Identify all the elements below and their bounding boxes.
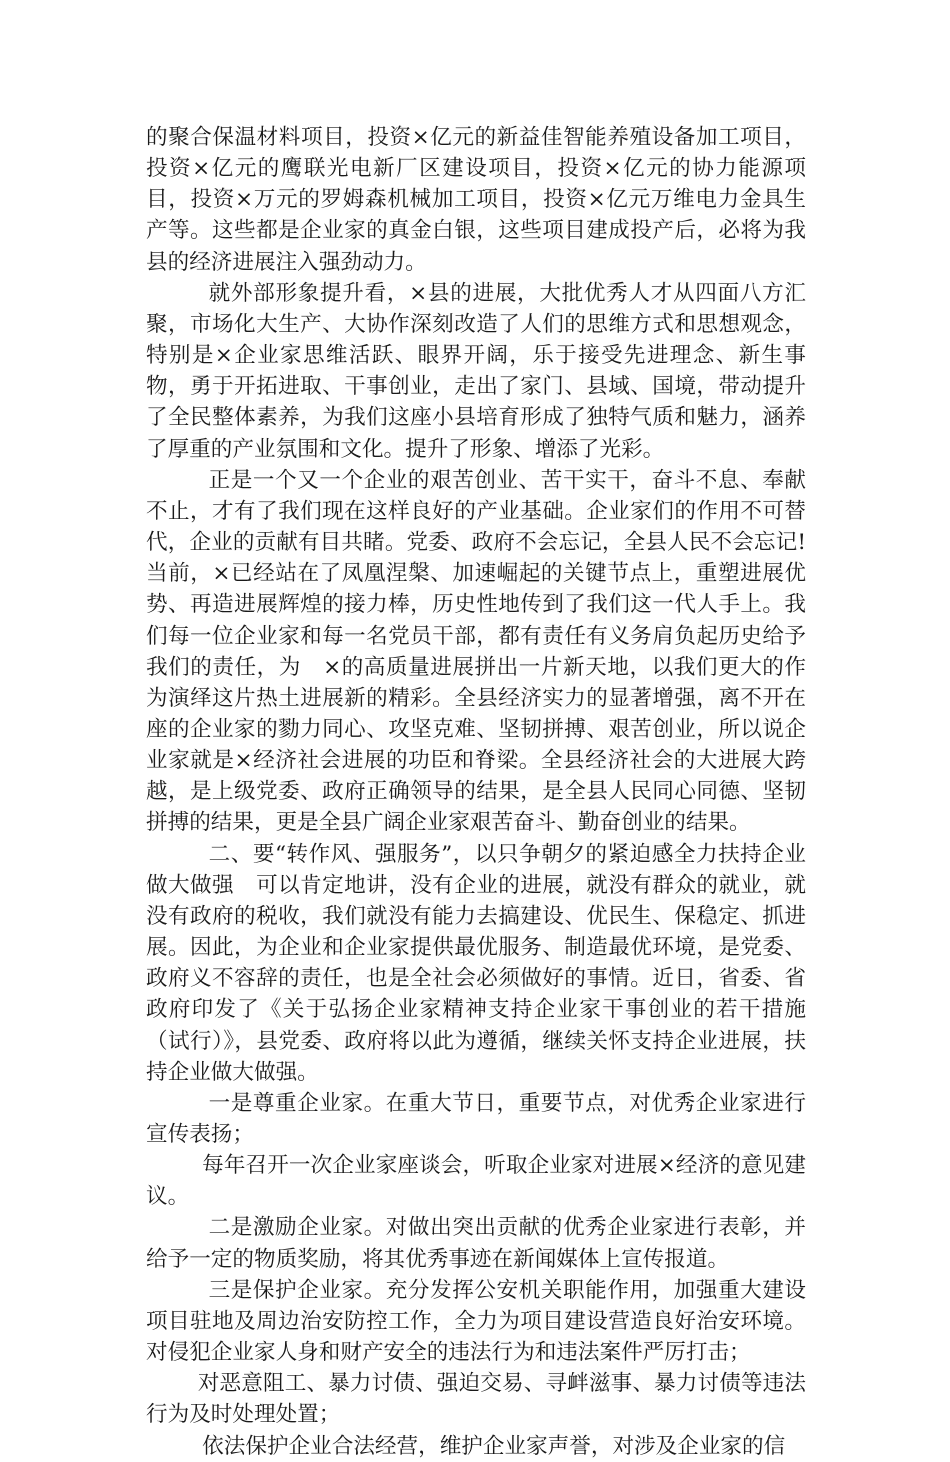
paragraph-annual-forum: 每年召开一次企业家座谈会，听取企业家对进展×经济的意见建议。 <box>146 1153 806 1210</box>
paragraph-respect-entrepreneurs: 一是尊重企业家。在重大节日，重要节点，对优秀企业家进行宣传表扬； <box>146 1090 806 1147</box>
paragraph-encourage-entrepreneurs: 二是激励企业家。对做出突出贡献的优秀企业家进行表彰，并给予一定的物质奖励，将其优秀事迹在新闻媒体上宣传报道。 <box>146 1215 806 1272</box>
paragraph-external-image: 就外部形象提升看，×县的进展，大批优秀人才从四面八方汇聚，市场化大生产、大协作深刻改造了人们的思维方式和思想观念，特别是×企业家思维活跃、眼界开阔，乐于接受先进理念、新生事物，勇于开拓进取、干事创业，走出了家门、县域、国境，带动提升了全民整体素养，为我们这座小县培育形成了独特气质和魅力，涵养了厚重的产业氛围和文化。提升了形象、增添了光彩。 <box>146 280 806 462</box>
paragraph-section-two: 二、要“转作风、强服务”，以只争朝夕的紧迫感全力扶持企业做大做强 可以肯定地讲，没有企业的进展，就没有群众的就业，就没有政府的税收，我们就没有能力去搞建设、优民生、保稳定、抓进展。因此，为企业和企业家提供最优服务、制造最优环境，是党委、政府义不容辞的责任，也是全社会必须做好的事情。近日，省委、省政府印发了《关于弘扬企业家精神支持企业家干事创业的若干措施（试行）》，县党委、政府将以此为遵循，继续关怀支持企业进展，扶持企业做大做强。 <box>146 841 806 1085</box>
paragraph-handle-violations: 对恶意阻工、暴力讨债、强迫交易、寻衅滋事、暴力讨债等违法行为及时处理处置； <box>146 1371 806 1428</box>
document-body <box>146 122 806 1462</box>
paragraph-industry-foundation: 正是一个又一个企业的艰苦创业、苦干实干，奋斗不息、奉献不止，才有了我们现在这样良好的产业基础。企业家们的作用不可替代，企业的贡献有目共睹。党委、政府不会忘记，全县人民不会忘记!当前，×已经站在了凤凰涅槃、加速崛起的关键节点上，重塑进展优势、再造进展辉煌的接力棒，历史性地传到了我们这一代人手上。我们每一位企业家和每一名党员干部，都有责任有义务肩负起历史给予我们的责任，为 ×的高质量进展拼出一片新天地，以我们更大的作为演绎这片热土进展新的精彩。全县经济实力的显著增强，离不开在座的企业家的勠力同心、攻坚克难、坚韧拼搏、艰苦创业，所以说企业家就是×经济社会进展的功臣和脊梁。全县经济社会的大进展大跨越，是上级党委、政府正确领导的结果，是全县人民同心同德、坚韧拼搏的结果，更是全县广阔企业家艰苦奋斗、勤奋创业的结果。 <box>146 467 806 836</box>
paragraph-projects-continued: 的聚合保温材料项目，投资×亿元的新益佳智能养殖设备加工项目，投资×亿元的鹰联光电新厂区建设项目，投资×亿元的协力能源项目，投资×万元的罗姆森机械加工项目，投资×亿元万维电力金具生产等。这些都是企业家的真金白银，这些项目建成投产后，必将为我县的经济进展注入强劲动力。 <box>146 125 806 275</box>
paragraph-legal-protection: 依法保护企业合法经营，维护企业家声誉，对涉及企业家的信 <box>202 1433 786 1459</box>
paragraph-protect-entrepreneurs: 三是保护企业家。充分发挥公安机关职能作用，加强重大建设项目驻地及周边治安防控工作，全力为项目建设营造良好治安环境。对侵犯企业家人身和财产安全的违法行为和违法案件严厉打击； <box>146 1277 806 1366</box>
